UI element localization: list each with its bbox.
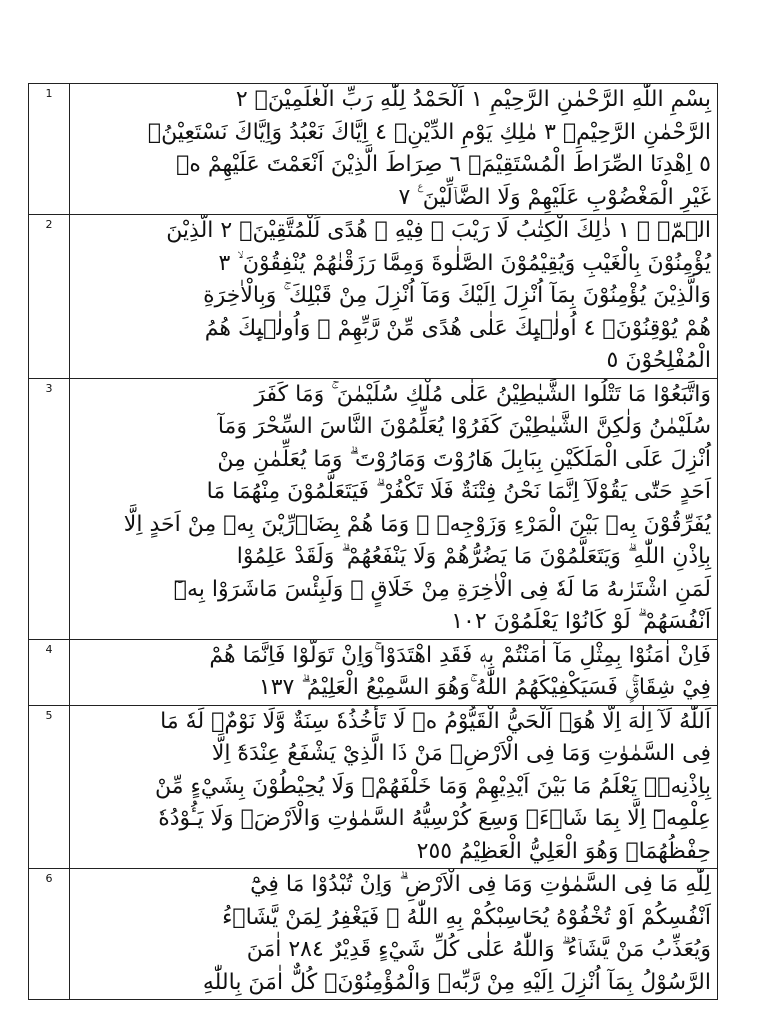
row-number: 6 — [29, 869, 70, 1000]
table-row — [29, 869, 718, 1000]
table-row — [29, 378, 718, 639]
verse-table — [28, 83, 718, 1000]
table-row — [29, 639, 718, 705]
verse-text: اَللّٰهُ لَآ اِلٰهَ اِلَّا هُوَۚ اَلْحَيُّ الْقَيُّوْمُ ەۚ لَا تَأْخُذُهٗ سِنَةٌ وَّلَا نَوْمٌۗ لَهٗ مَا فِى السَّمٰوٰتِ وَمَا فِى الْاَرْضِۗ مَنْ ذَا الَّذِيْ يَشْفَعُ عِنْدَهٗٓ اِلَّا بِاِذْنِهٖۗ يَعْلَمُ مَا بَيْنَ اَيْدِيْهِمْ وَمَا خَلْفَهُمْۚ وَلَا يُحِيْطُوْنَ بِشَيْءٍ مِّنْ عِلْمِهٖٓ اِلَّا بِمَا شَاۤءَۚ وَسِعَ كُرْسِيُّهُ السَّمٰوٰتِ وَالْاَرْضَۚ وَلَا يَـُٔوْدُهٗ حِفْظُهُمَاۚ وَهُوَ الْعَلِيُّ الْعَظِيْمُ ٢٥٥ — [70, 705, 718, 869]
verse-text: بِسْمِ اللّٰهِ الرَّحْمٰنِ الرَّحِيْمِ ١ اَلْحَمْدُ لِلّٰهِ رَبِّ الْعٰلَمِيْنَۙ ٢ الرَّحْمٰنِ الرَّحِيْمِۙ ٣ مٰلِكِ يَوْمِ الدِّيْنِۗ ٤ اِيَّاكَ نَعْبُدُ وَاِيَّاكَ نَسْتَعِيْنُۗ ٥ اِهْدِنَا الصِّرَاطَ الْمُسْتَقِيْمَۙ ٦ صِرَاطَ الَّذِيْنَ اَنْعَمْتَ عَلَيْهِمْ ەۙ غَيْرِ الْمَغْضُوْبِ عَلَيْهِمْ وَلَا الضَّاۤلِّيْنَ ࣖ ٧ — [70, 84, 718, 215]
row-number: 5 — [29, 705, 70, 869]
row-number: 4 — [29, 639, 70, 705]
table-row — [29, 84, 718, 215]
table-row — [29, 705, 718, 869]
verse-text: فَاِنْ اٰمَنُوْا بِمِثْلِ مَآ اٰمَنْتُمْ بِهٖ فَقَدِ اهْتَدَوْا ۚوَاِنْ تَوَلَّوْا فَاِنَّمَا هُمْ فِيْ شِقَاقٍۚ فَسَيَكْفِيْكَهُمُ اللّٰهُ ۚوَهُوَ السَّمِيْعُ الْعَلِيْمُ ۗ ١٣٧ — [70, 639, 718, 705]
row-number: 1 — [29, 84, 70, 215]
table-row — [29, 215, 718, 379]
row-number: 2 — [29, 215, 70, 379]
verse-text: لِلّٰهِ مَا فِى السَّمٰوٰتِ وَمَا فِى الْاَرْضِ ۗ وَاِنْ تُبْدُوْا مَا فِيْٓ اَنْفُسِكُمْ اَوْ تُخْفُوْهُ يُحَاسِبْكُمْ بِهِ اللّٰهُ ۗ فَيَغْفِرُ لِمَنْ يَّشَاۤءُ وَيُعَذِّبُ مَنْ يَّشَاۤءُ ۗ وَاللّٰهُ عَلٰى كُلِّ شَيْءٍ قَدِيْرٌ ٢٨٤ اٰمَنَ الرَّسُوْلُ بِمَآ اُنْزِلَ اِلَيْهِ مِنْ رَّبِّهٖ وَالْمُؤْمِنُوْنَۗ كُلٌّ اٰمَنَ بِاللّٰهِ — [70, 869, 718, 1000]
verse-text: الۤمّۤ ۚ ١ ذٰلِكَ الْكِتٰبُ لَا رَيْبَ ۛ فِيْهِ ۛ هُدًى لِّلْمُتَّقِيْنَۙ ٢ الَّذِيْنَ يُؤْمِنُوْنَ بِالْغَيْبِ وَيُقِيْمُوْنَ الصَّلٰوةَ وَمِمَّا رَزَقْنٰهُمْ يُنْفِقُوْنَ ۙ ٣ وَالَّذِيْنَ يُؤْمِنُوْنَ بِمَآ اُنْزِلَ اِلَيْكَ وَمَآ اُنْزِلَ مِنْ قَبْلِكَ ۚ وَبِالْاٰخِرَةِ هُمْ يُوْقِنُوْنَۗ ٤ اُولٰۤىِٕكَ عَلٰى هُدًى مِّنْ رَّبِّهِمْ ۙ وَاُولٰۤىِٕكَ هُمُ الْمُفْلِحُوْنَ ٥ — [70, 215, 718, 379]
verse-text: وَاتَّبَعُوْا مَا تَتْلُوا الشَّيٰطِيْنُ عَلٰى مُلْكِ سُلَيْمٰنَ ۚ وَمَا كَفَرَ سُلَيْمٰنُ وَلٰكِنَّ الشَّيٰطِيْنَ كَفَرُوْا يُعَلِّمُوْنَ النَّاسَ السِّحْرَ وَمَآ اُنْزِلَ عَلَى الْمَلَكَيْنِ بِبَابِلَ هَارُوْتَ وَمَارُوْتَ ۗ وَمَا يُعَلِّمٰنِ مِنْ اَحَدٍ حَتّٰى يَقُوْلَآ اِنَّمَا نَحْنُ فِتْنَةٌ فَلَا تَكْفُرْ ۗ فَيَتَعَلَّمُوْنَ مِنْهُمَا مَا يُفَرِّقُوْنَ بِهٖ بَيْنَ الْمَرْءِ وَزَوْجِهٖ ۗ وَمَا هُمْ بِضَاۤرِّيْنَ بِهٖ مِنْ اَحَدٍ اِلَّا بِاِذْنِ اللّٰهِ ۗ وَيَتَعَلَّمُوْنَ مَا يَضُرُّهُمْ وَلَا يَنْفَعُهُمْ ۗ وَلَقَدْ عَلِمُوْا لَمَنِ اشْتَرٰىهُ مَا لَهٗ فِى الْاٰخِرَةِ مِنْ خَلَاقٍ ۗ وَلَبِئْسَ مَاشَرَوْا بِهٖٓ اَنْفُسَهُمْ ۗ لَوْ كَانُوْا يَعْلَمُوْنَ ١٠٢ — [70, 378, 718, 639]
row-number: 3 — [29, 378, 70, 639]
